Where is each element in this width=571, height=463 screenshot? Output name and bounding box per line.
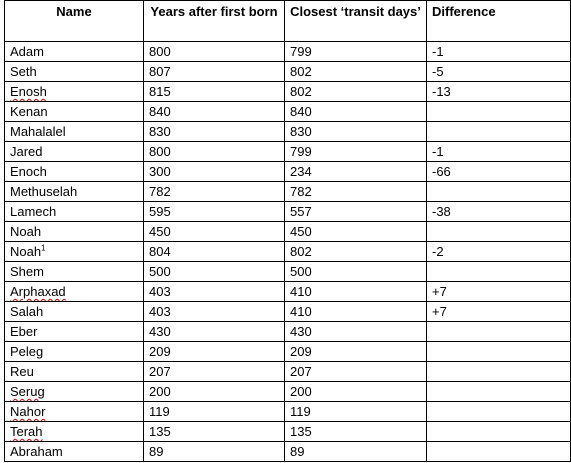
name-text: Arphaxad xyxy=(10,284,66,299)
name-text: Terah xyxy=(10,424,43,439)
cell-transit: 802 xyxy=(285,62,427,82)
cell-years: 207 xyxy=(144,362,285,382)
name-text: Serug xyxy=(10,384,45,399)
cell-transit: 119 xyxy=(285,402,427,422)
cell-transit: 802 xyxy=(285,82,427,102)
cell-name xyxy=(5,162,144,182)
cell-name xyxy=(5,422,144,442)
cell-transit: 799 xyxy=(285,142,427,162)
cell-difference xyxy=(427,122,571,142)
cell-name xyxy=(5,62,144,82)
table-row xyxy=(5,82,571,102)
table-row xyxy=(5,342,571,362)
cell-name xyxy=(5,122,144,142)
cell-transit: 234 xyxy=(285,162,427,182)
cell-years: 815 xyxy=(144,82,285,102)
cell-name xyxy=(5,82,144,102)
header-name: Name xyxy=(5,1,144,42)
cell-name xyxy=(5,222,144,242)
cell-name xyxy=(5,342,144,362)
cell-years: 500 xyxy=(144,262,285,282)
name-text: Nahor xyxy=(10,404,46,419)
cell-transit: 200 xyxy=(285,382,427,402)
cell-transit: 840 xyxy=(285,102,427,122)
cell-years: 300 xyxy=(144,162,285,182)
cell-years: 830 xyxy=(144,122,285,142)
cell-years: 89 xyxy=(144,442,285,462)
name-text: Enosh xyxy=(10,84,47,99)
cell-difference xyxy=(427,222,571,242)
cell-name xyxy=(5,242,144,262)
cell-difference xyxy=(427,422,571,442)
name-text: Jared xyxy=(10,144,43,159)
cell-years: 209 xyxy=(144,342,285,362)
cell-difference: +7 xyxy=(427,282,571,302)
table-row xyxy=(5,222,571,242)
cell-years: 403 xyxy=(144,282,285,302)
cell-difference xyxy=(427,262,571,282)
name-text: Abraham xyxy=(10,444,63,459)
table-row xyxy=(5,262,571,282)
name-text: Peleg xyxy=(10,344,44,359)
name-text: Enoch xyxy=(10,164,47,179)
cell-name xyxy=(5,362,144,382)
cell-difference: -66 xyxy=(427,162,571,182)
cell-name xyxy=(5,102,144,122)
cell-name xyxy=(5,302,144,322)
cell-transit: 799 xyxy=(285,42,427,62)
table-row xyxy=(5,282,571,302)
cell-name xyxy=(5,202,144,222)
cell-difference: -1 xyxy=(427,42,571,62)
table-row xyxy=(5,122,571,142)
cell-difference: -2 xyxy=(427,242,571,262)
cell-name xyxy=(5,282,144,302)
name-text: Noah xyxy=(10,224,42,239)
name-text: Salah xyxy=(10,304,44,319)
cell-transit: 410 xyxy=(285,282,427,302)
cell-difference xyxy=(427,402,571,422)
cell-years: 807 xyxy=(144,62,285,82)
header-difference: Difference xyxy=(427,1,571,42)
cell-years: 430 xyxy=(144,322,285,342)
cell-name xyxy=(5,142,144,162)
name-text: Seth xyxy=(10,64,37,79)
table-row xyxy=(5,162,571,182)
cell-name xyxy=(5,322,144,342)
cell-transit: 782 xyxy=(285,182,427,202)
cell-name xyxy=(5,182,144,202)
cell-difference: +7 xyxy=(427,302,571,322)
cell-difference xyxy=(427,182,571,202)
genealogy-table xyxy=(4,0,571,462)
cell-name xyxy=(5,382,144,402)
cell-transit: 89 xyxy=(285,442,427,462)
table-row xyxy=(5,202,571,222)
table-row xyxy=(5,442,571,462)
cell-transit: 135 xyxy=(285,422,427,442)
table-body xyxy=(5,42,571,462)
footnote-marker: 1 xyxy=(41,243,46,253)
cell-transit: 450 xyxy=(285,222,427,242)
cell-years: 119 xyxy=(144,402,285,422)
name-text: Methuselah xyxy=(10,184,78,199)
name-text: Adam xyxy=(10,44,44,59)
cell-transit: 430 xyxy=(285,322,427,342)
cell-years: 595 xyxy=(144,202,285,222)
name-text: Shem xyxy=(10,264,44,279)
cell-transit: 557 xyxy=(285,202,427,222)
cell-name xyxy=(5,262,144,282)
table-row xyxy=(5,102,571,122)
name-text: Lamech xyxy=(10,204,57,219)
header-closest-transit-days: Closest ‘transit days’ xyxy=(285,1,427,42)
table-row xyxy=(5,422,571,442)
cell-difference: -5 xyxy=(427,62,571,82)
name-text: Reu xyxy=(10,364,34,379)
cell-years: 800 xyxy=(144,142,285,162)
table-row xyxy=(5,362,571,382)
cell-difference: -13 xyxy=(427,82,571,102)
cell-transit: 410 xyxy=(285,302,427,322)
table-row xyxy=(5,382,571,402)
cell-transit: 209 xyxy=(285,342,427,362)
cell-years: 403 xyxy=(144,302,285,322)
cell-years: 450 xyxy=(144,222,285,242)
cell-years: 804 xyxy=(144,242,285,262)
cell-difference xyxy=(427,382,571,402)
table-row xyxy=(5,182,571,202)
table-row xyxy=(5,42,571,62)
table-row xyxy=(5,142,571,162)
table-row xyxy=(5,302,571,322)
table-row xyxy=(5,242,571,262)
cell-difference xyxy=(427,102,571,122)
cell-years: 200 xyxy=(144,382,285,402)
cell-years: 782 xyxy=(144,182,285,202)
name-text: Eber xyxy=(10,324,38,339)
cell-difference xyxy=(427,322,571,342)
table-row xyxy=(5,62,571,82)
cell-name xyxy=(5,402,144,422)
cell-difference: -38 xyxy=(427,202,571,222)
table-header xyxy=(5,1,571,42)
cell-difference: -1 xyxy=(427,142,571,162)
name-text: Kenan xyxy=(10,104,48,119)
table-row xyxy=(5,402,571,422)
cell-years: 800 xyxy=(144,42,285,62)
cell-name xyxy=(5,42,144,62)
cell-transit: 830 xyxy=(285,122,427,142)
cell-name xyxy=(5,442,144,462)
header-row xyxy=(5,1,571,42)
cell-difference xyxy=(427,362,571,382)
cell-transit: 500 xyxy=(285,262,427,282)
cell-transit: 802 xyxy=(285,242,427,262)
cell-years: 840 xyxy=(144,102,285,122)
name-text: Noah xyxy=(10,244,42,259)
header-years-after-first-born: Years after first born xyxy=(144,1,285,42)
name-text: Mahalalel xyxy=(10,124,66,139)
cell-transit: 207 xyxy=(285,362,427,382)
cell-difference xyxy=(427,342,571,362)
table-row xyxy=(5,322,571,342)
cell-difference xyxy=(427,442,571,462)
cell-years: 135 xyxy=(144,422,285,442)
